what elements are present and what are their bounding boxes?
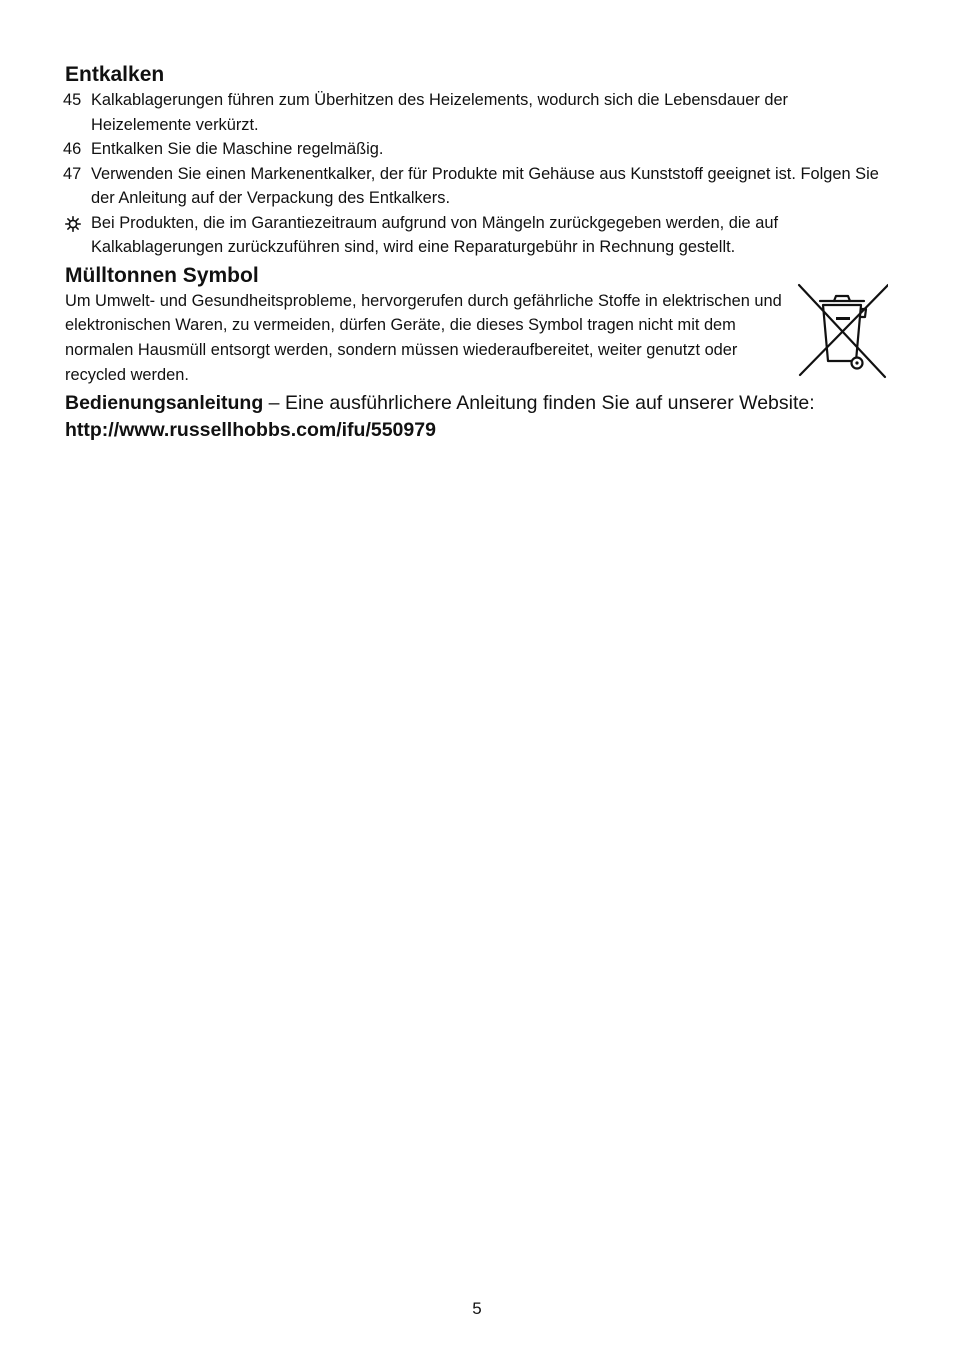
manual-url-link[interactable]: http://www.russellhobbs.com/ifu/550979 — [65, 418, 436, 441]
weee-section — [65, 263, 890, 389]
item-number: 47 — [63, 164, 82, 183]
descaling-heading: Entkalken — [65, 63, 165, 86]
weee-heading: Mülltonnen Symbol — [65, 263, 259, 287]
list-item — [65, 162, 890, 211]
weee-text: Um Umwelt- und Gesundheitsprobleme, hervorgerufen durch gefährliche Stoffe in elektrischen und elektronischen Waren, zu vermeiden, dürfen Geräte, die dieses Symbol tragen nicht mit dem normalen Hausmüll entsorgt werden, sondern müssen wiederaufbereitet, weiter genutzt oder recycled werden. — [65, 291, 782, 384]
warranty-note — [65, 211, 890, 260]
manual-label: Bedienungsanleitung — [65, 391, 264, 414]
sun-icon — [65, 216, 81, 232]
manual-line — [65, 390, 890, 417]
item-text: Entkalken Sie die Maschine regelmäßig. — [91, 140, 384, 158]
descaling-list — [65, 88, 890, 260]
document-page — [65, 62, 890, 444]
note-text: Bei Produkten, die im Garantiezeitraum aufgrund von Mängeln zurückgegeben werden, die auf Kalkablagerungen zurückzuführen sind, wird eine Reparaturgebühr in Rechnung gestellt. — [91, 213, 778, 256]
item-number: 46 — [63, 140, 82, 158]
crossed-out-wheelie-bin-icon — [796, 281, 888, 379]
manual-text: – Eine ausführlichere Anleitung finden Sie auf unserer Website: — [263, 391, 815, 414]
list-item — [65, 88, 890, 137]
item-number: 45 — [63, 91, 82, 109]
item-text: Kalkablagerungen führen zum Überhitzen des Heizelements, wodurch sich die Lebensdauer der Heizelemente verkürzt. — [91, 91, 789, 134]
item-text: Verwenden Sie einen Markenentkalker, der für Produkte mit Gehäuse aus Kunststoff geeignet ist. Folgen Sie der Anleitung auf der Verpackung des Entkalkers. — [91, 164, 879, 207]
list-item — [65, 137, 890, 162]
page-number: 5 — [472, 1299, 482, 1318]
